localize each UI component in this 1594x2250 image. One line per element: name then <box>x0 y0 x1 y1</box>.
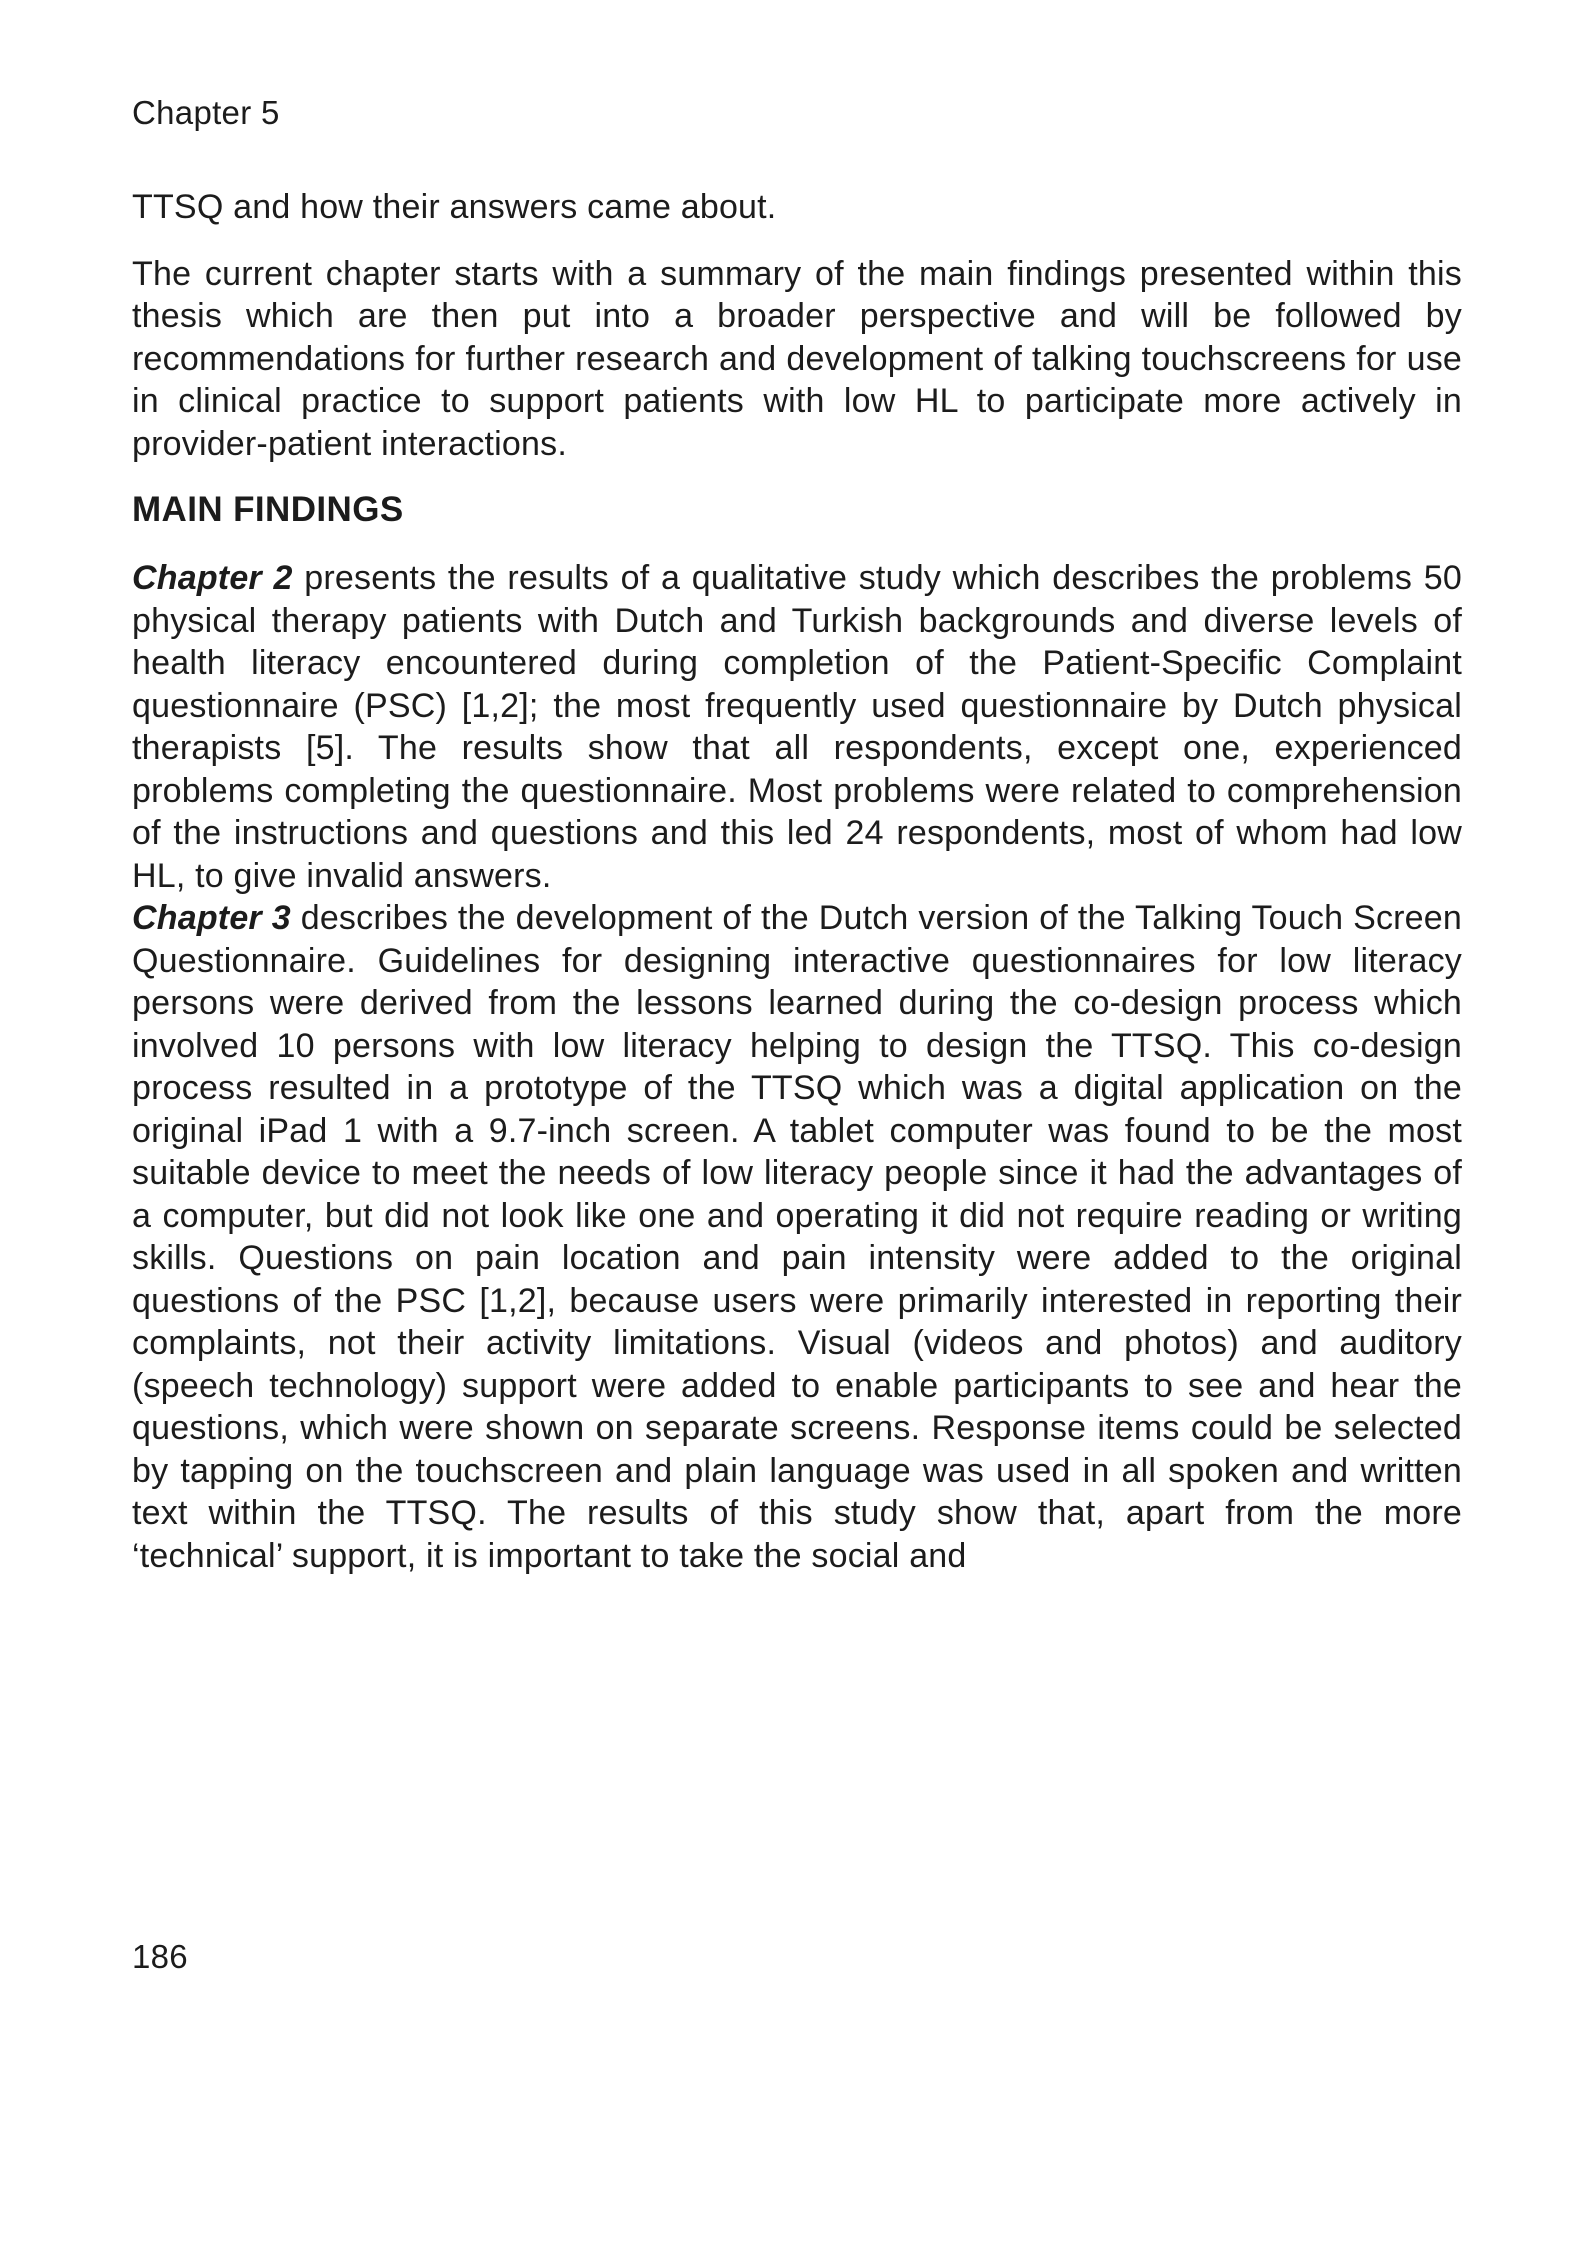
chapter2-label: Chapter 2 <box>132 559 293 597</box>
chapter3-text: describes the development of the Dutch version of the Talking Touch Screen Questionnaire. Guidelines for designing interactive questionnaires for low literacy persons were derived from the lessons learned during the co-design process which involved 10 persons with low literacy helping to design the TTSQ. This co-design process resulted in a prototype of the TTSQ which was a digital application on the original iPad 1 with a 9.7-inch screen. A tablet computer was found to be the most suitable device to meet the needs of low literacy people since it had the advantages of a computer, but did not look like one and operating it did not require reading or writing skills. Questions on pain location and pain intensity were added to the original questions of the PSC [1,2], because users were primarily interested in reporting their complaints, not their activity limitations. Visual (videos and photos) and auditory (speech technology) support were added to enable participants to see and hear the questions, which were shown on separate screens. Response items could be selected by tapping on the touchscreen and plain language was used in all spoken and written text within the TTSQ. The results of this study show that, apart from the more ‘technical’ support, it is important to take the social and <box>132 899 1462 1575</box>
section-heading-main-findings: MAIN FINDINGS <box>132 490 404 529</box>
chapter3-label: Chapter 3 <box>132 899 291 937</box>
chapter-header: Chapter 5 <box>132 94 280 131</box>
page-number: 186 <box>132 1938 188 1975</box>
overview-paragraph: The current chapter starts with a summary of the main findings presented within this thesis which are then put into a broader perspective and will be followed by recommendations for further research and development of talking touchscreens for use in clinical practice to support patients with low HL to participate more actively in provider-patient interactions. <box>132 254 1462 463</box>
chapter2-paragraph <box>132 557 1462 897</box>
chapter2-text: presents the results of a qualitative study which describes the problems 50 physical therapy patients with Dutch and Turkish backgrounds and diverse levels of health literacy encountered during completion of the Patient-Specific Complaint questionnaire (PSC) [1,2]; the most frequently used questionnaire by Dutch physical therapists [5]. The results show that all respondents, except one, experienced problems completing the questionnaire. Most problems were related to comprehension of the instructions and questions and this led 24 respondents, most of whom had low HL, to give invalid answers. <box>132 559 1462 895</box>
chapter3-paragraph <box>132 897 1462 1577</box>
intro-paragraph-fragment: TTSQ and how their answers came about. <box>132 188 777 226</box>
